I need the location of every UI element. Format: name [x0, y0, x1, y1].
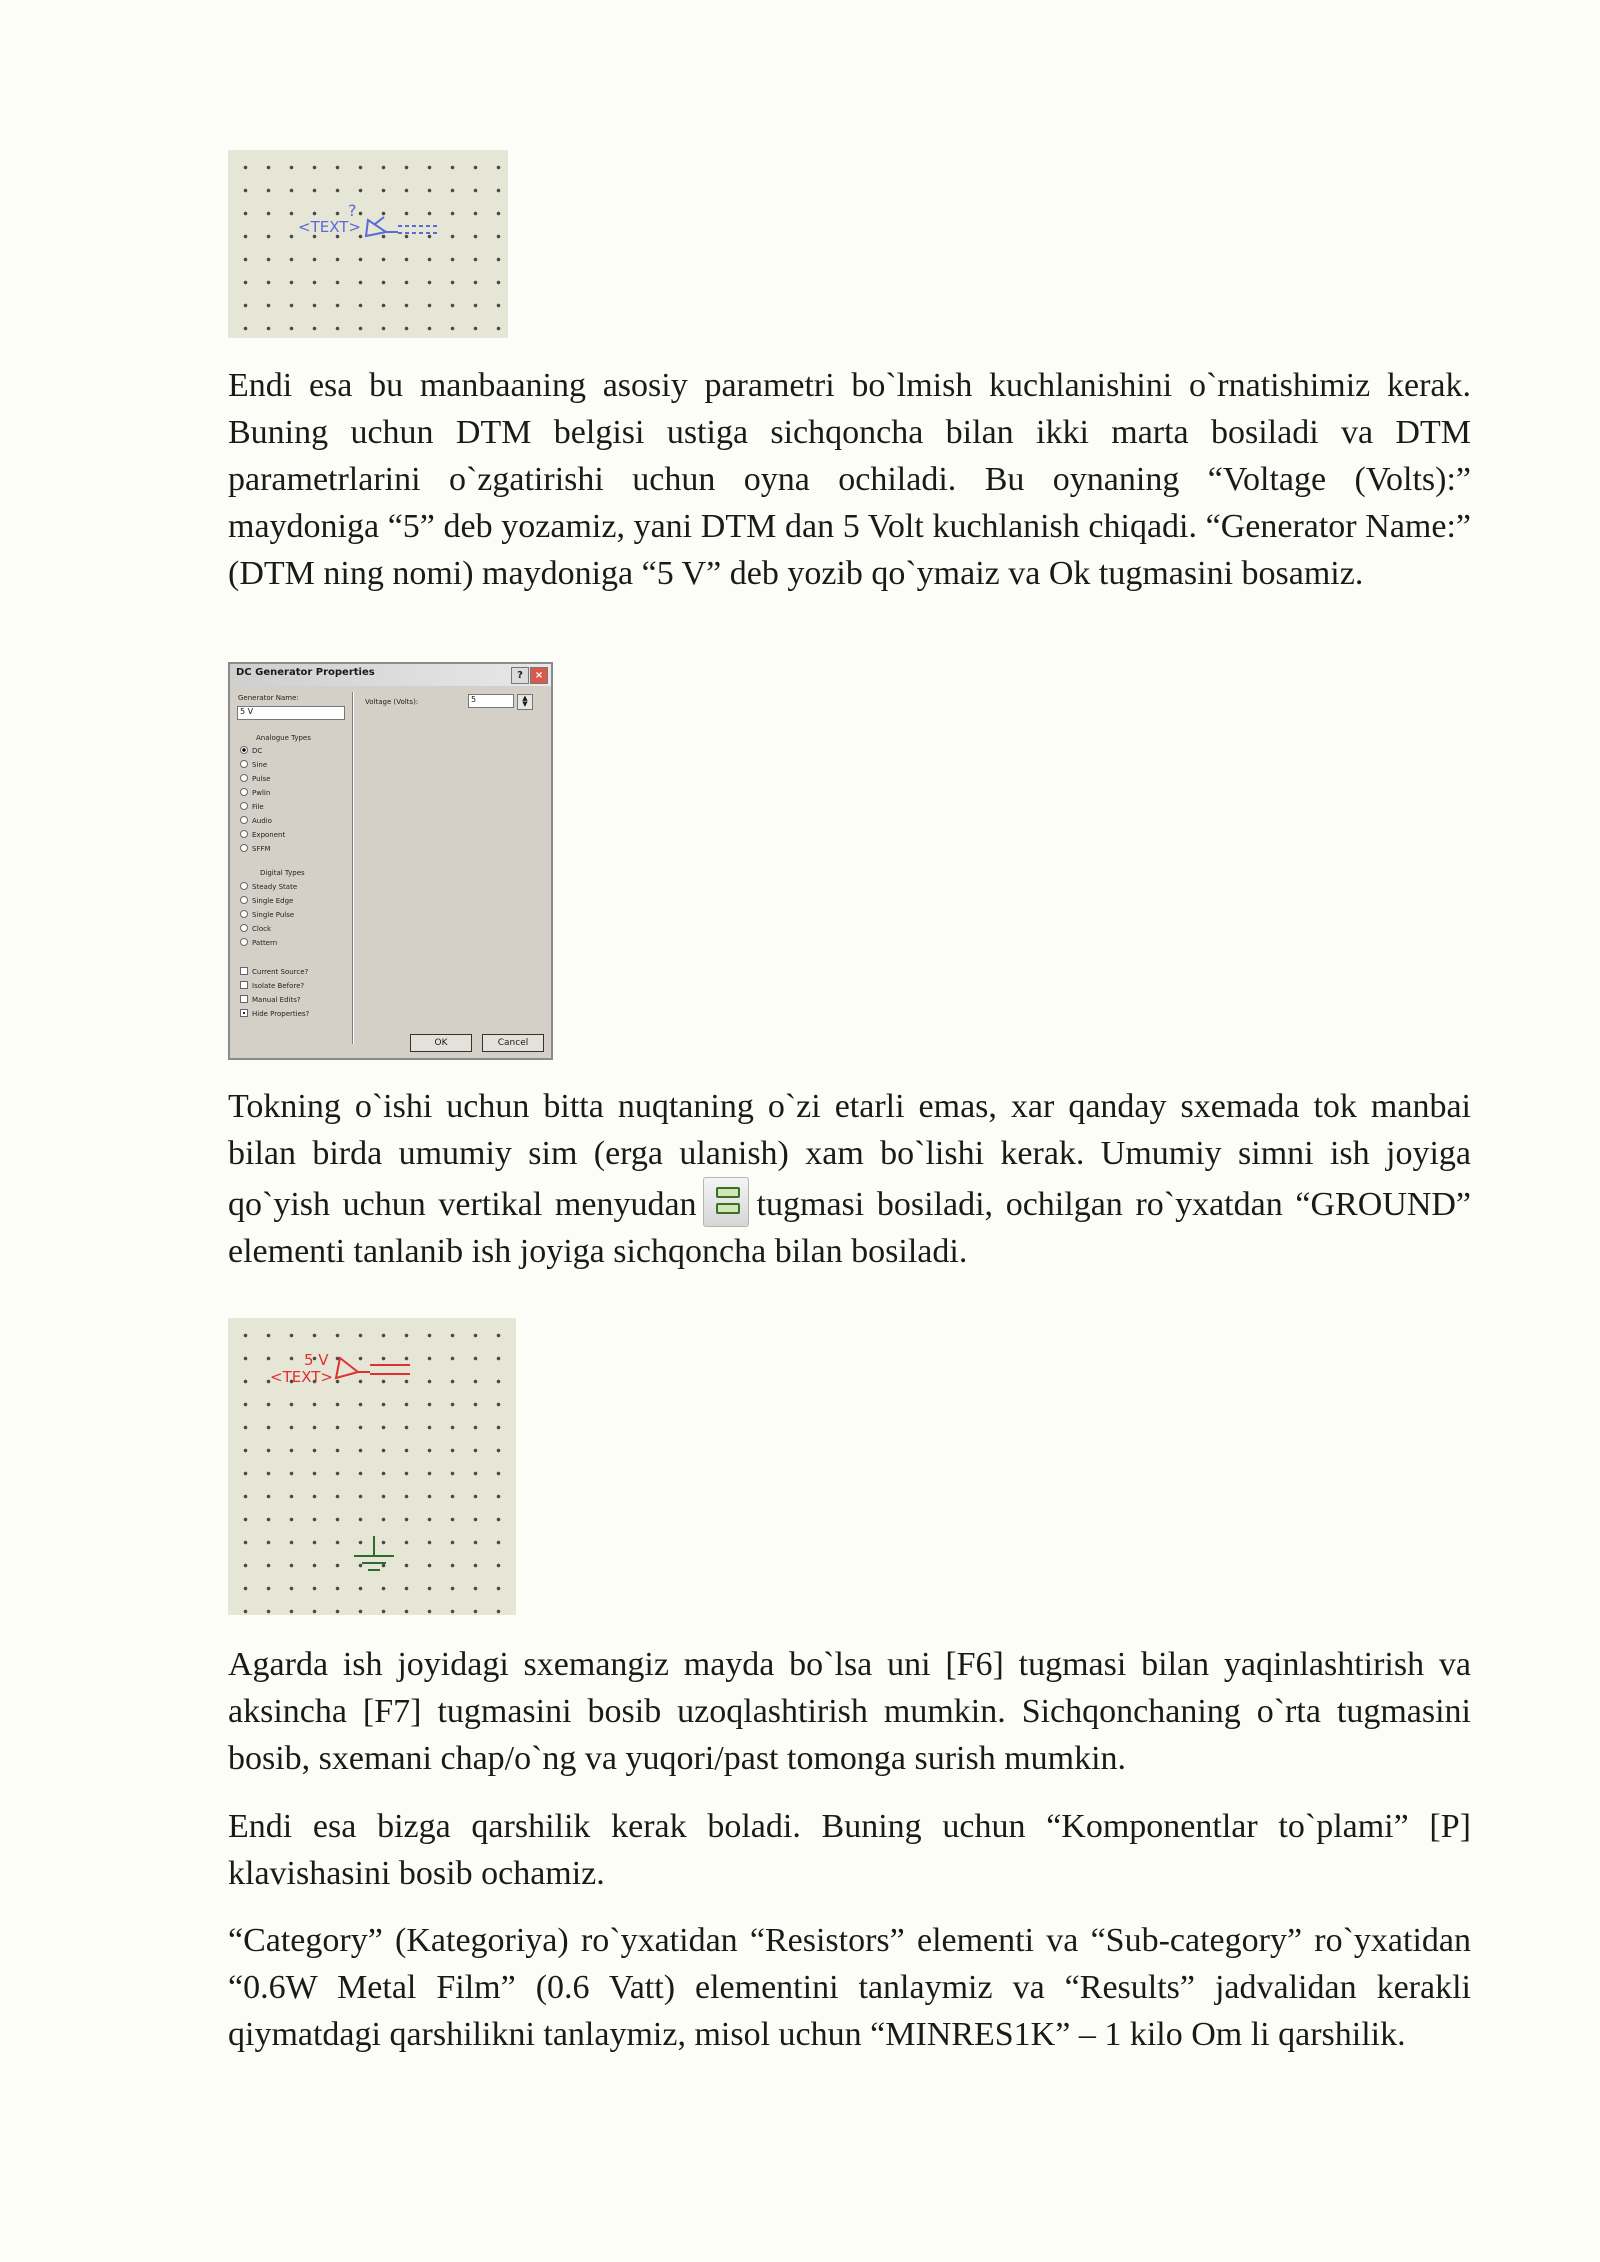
analogue-type-option-label: DC: [252, 747, 263, 755]
analogue-type-option[interactable]: [240, 760, 285, 774]
analogue-type-option[interactable]: [240, 830, 285, 844]
checkbox[interactable]: [240, 981, 248, 989]
digital-types-label: Digital Types: [260, 869, 305, 877]
generator-symbol: [228, 150, 508, 338]
checkbox[interactable]: [240, 995, 248, 1003]
dialog-option-option-label: Current Source?: [252, 968, 309, 976]
dialog-option-option-label: Isolate Before?: [252, 982, 305, 990]
paragraph-ground-instructions: [228, 1083, 1471, 1275]
analogue-type-option-label: File: [252, 803, 264, 811]
radio-button[interactable]: [240, 816, 248, 824]
dialog-option-option-label: Hide Properties?: [252, 1010, 310, 1018]
radio-button[interactable]: [240, 774, 248, 782]
analogue-types-list: [240, 746, 285, 858]
generator-label-text: <TEXT>: [298, 218, 361, 236]
analogue-type-option[interactable]: [240, 816, 285, 830]
ok-button[interactable]: OK: [410, 1034, 472, 1052]
cancel-button[interactable]: Cancel: [482, 1034, 544, 1052]
paragraph-voltage-instructions: Endi esa bu manbaaning asosiy parametri bo`lmish kuchlanishini o`rnatishimiz kerak. Buning uchun DTM belgisi ustiga sichqoncha bilan ikki marta bosiladi va DTM parametrlarini o`zgatirishi uchun oyna ochiladi. Bu oynaning “Voltage (Volts):” maydoniga “5” deb yozamiz, yani DTM dan 5 Volt kuchlanish chiqadi. “Generator Name:” (DTM ning nomi) maydoniga “5 V” deb yozib qo`ymaiz va Ok tugmasini bosamiz.: [228, 367, 1471, 592]
analogue-type-option-label: Sine: [252, 761, 268, 769]
dialog-title-bar: [230, 664, 551, 686]
paragraph-zoom-instructions: Agarda ish joyidagi sxemangiz mayda bo`lsa uni [F6] tugmasi bilan yaqinlashtirish va aksincha [F7] tugmasini bosib uzoqlashtirish mumkin. Sichqonchaning o`rta tugmasini bosib, sxemani chap/o`ng va yuqori/past tomonga surish mumkin.: [228, 1646, 1471, 1777]
radio-button[interactable]: [240, 896, 248, 904]
analogue-type-option[interactable]: [240, 746, 285, 760]
digital-type-option[interactable]: [240, 938, 297, 952]
radio-button[interactable]: [240, 788, 248, 796]
checkbox[interactable]: [240, 1009, 248, 1017]
dialog-option-option[interactable]: [240, 967, 309, 981]
radio-button[interactable]: [240, 844, 248, 852]
digital-type-option[interactable]: [240, 896, 297, 910]
analogue-type-option[interactable]: [240, 802, 285, 816]
generator-value-label: 5 V: [304, 1351, 329, 1369]
radio-button[interactable]: [240, 924, 248, 932]
help-button[interactable]: ?: [511, 667, 529, 684]
schematic-figure-1: [228, 150, 508, 338]
analogue-type-option-label: Exponent: [252, 831, 286, 839]
digital-types-list: [240, 882, 297, 952]
digital-type-option-label: Clock: [252, 925, 272, 933]
dc-generator-dialog: [228, 662, 553, 1060]
radio-button[interactable]: [240, 830, 248, 838]
options-list: [240, 967, 309, 1023]
digital-type-option-label: Steady State: [252, 883, 298, 891]
checkbox[interactable]: [240, 967, 248, 975]
analogue-type-option-label: Audio: [252, 817, 272, 825]
digital-type-option-label: Single Pulse: [252, 911, 295, 919]
analogue-type-option[interactable]: [240, 788, 285, 802]
radio-button[interactable]: [240, 760, 248, 768]
dialog-option-option-label: Manual Edits?: [252, 996, 301, 1004]
close-button[interactable]: ×: [530, 667, 548, 684]
voltage-label: Voltage (Volts):: [365, 698, 419, 706]
schematic-figure-2: [228, 1318, 516, 1615]
generator-name-field[interactable]: 5 V: [237, 706, 345, 720]
paragraph-resistor-selection: “Category” (Kategoriya) ro`yxatidan “Resistors” elementi va “Sub-category” ro`yxatidan “0.6W Metal Film” (0.6 Vatt) elementini tanlaymiz va “Results” jadvalidan kerakli qiymatdagi qarshilikni tanlaymiz, misol uchun “MINRES1K” – 1 kilo Om li qarshilik.: [228, 1922, 1471, 2053]
generator-ground-drawing: [228, 1318, 516, 1615]
radio-button[interactable]: [240, 802, 248, 810]
digital-type-option-label: Pattern: [252, 939, 278, 947]
ground-symbol: [354, 1536, 394, 1570]
digital-type-option-label: Single Edge: [252, 897, 294, 905]
dialog-option-option[interactable]: [240, 1009, 309, 1023]
analogue-types-label: Analogue Types: [256, 734, 311, 742]
paragraph-resistor-intro: Endi esa bizga qarshilik kerak boladi. Buning uchun “Komponentlar to`plami” [P] klavishasini bosib ochamiz.: [228, 1808, 1471, 1892]
generator-query-mark: ?: [348, 201, 357, 220]
analogue-type-option-label: SFFM: [252, 845, 271, 853]
radio-button[interactable]: [240, 746, 248, 754]
dialog-divider: [352, 692, 354, 1044]
radio-button[interactable]: [240, 910, 248, 918]
analogue-type-option[interactable]: [240, 844, 285, 858]
ground-text-part1: Tokning o`ishi uchun bitta nuqtaning o`zi etarli emas, xar qanday sxemada tok manbai bilan birda umumiy sim (erga ulanish) xam bo`lishi kerak. Umumiy simni ish joyiga qo`yish uchun vertikal menyudan: [228, 1088, 1471, 1223]
dialog-title: DC Generator Properties: [236, 667, 375, 678]
ground-text-part2: tugmasi bosiladi, ochilgan ro`yxatdan “GROUND” elementi tanlanib ish joyiga sichqoncha bilan bosiladi.: [228, 1186, 1472, 1270]
generator-name-label: Generator Name:: [238, 694, 299, 702]
analogue-type-option-label: Pulse: [252, 775, 271, 783]
radio-button[interactable]: [240, 882, 248, 890]
digital-type-option[interactable]: [240, 910, 297, 924]
radio-button[interactable]: [240, 938, 248, 946]
generator-label-text-2: <TEXT>: [270, 1368, 333, 1386]
analogue-type-option[interactable]: [240, 774, 285, 788]
analogue-type-option-label: Pwlin: [252, 789, 271, 797]
voltage-spinner[interactable]: ▲ ▼: [517, 694, 533, 710]
dialog-option-option[interactable]: [240, 995, 309, 1009]
voltage-field[interactable]: 5: [468, 694, 514, 708]
digital-type-option[interactable]: [240, 924, 297, 938]
digital-type-option[interactable]: [240, 882, 297, 896]
ground-tool-icon: [703, 1177, 749, 1227]
dialog-option-option[interactable]: [240, 981, 309, 995]
